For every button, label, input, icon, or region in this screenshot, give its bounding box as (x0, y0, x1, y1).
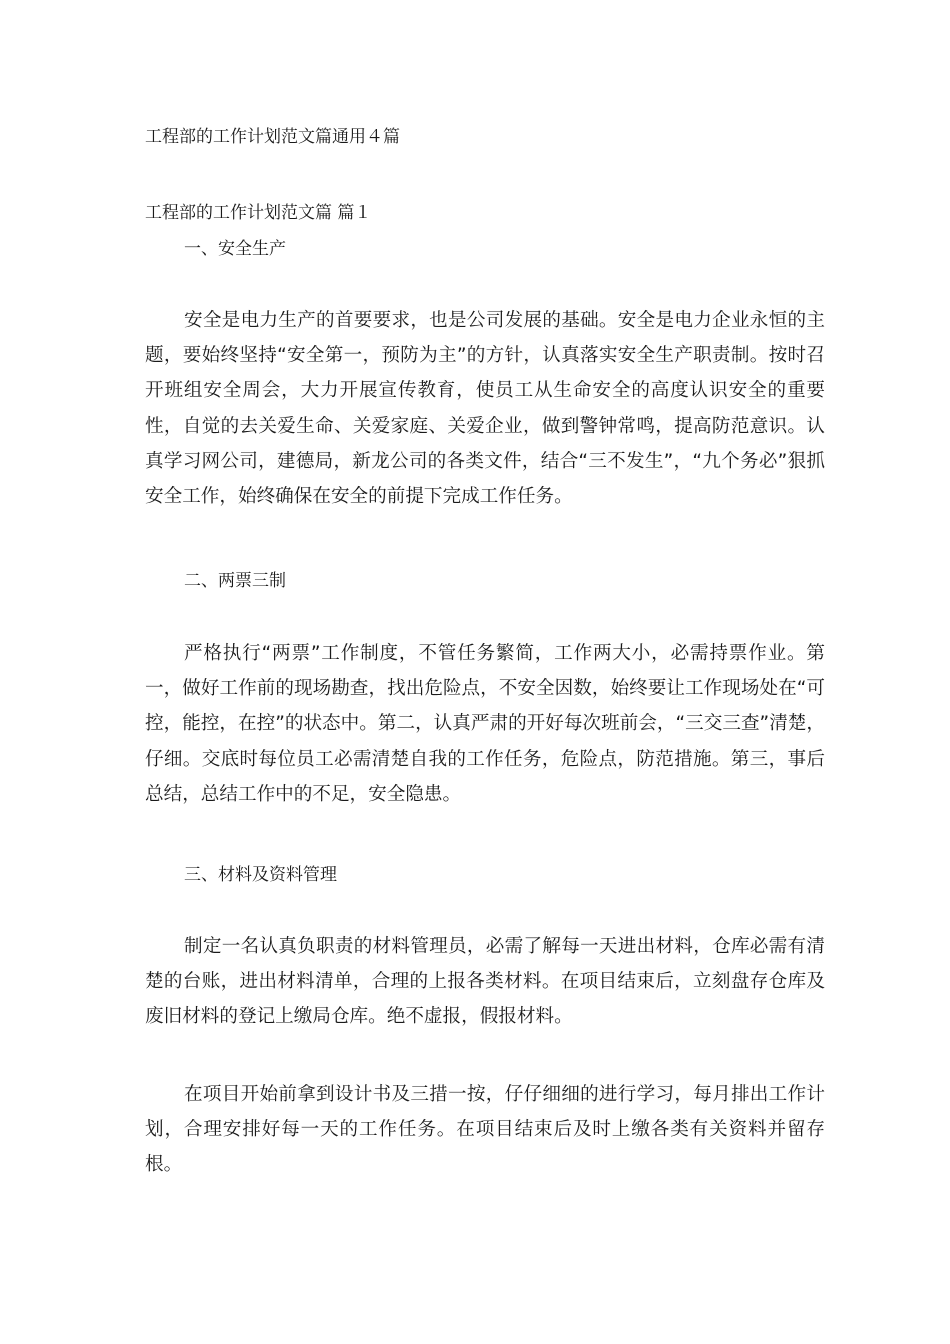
section-heading-safety: 一、安全生产 (184, 239, 286, 259)
paragraph-materials: 制定一名认真负职责的材料管理员，必需了解每一天进出材料，仓库必需有清楚的台账，进出材料清单，合理的上报各类材料。在项目结束后，立刻盘存仓库及废旧材料的登记上缴局仓库。绝不虚报，假报材料。 (145, 936, 825, 1028)
section-heading-materials: 三、材料及资料管理 (184, 865, 337, 885)
article-subtitle: 工程部的工作计划范文篇 篇１ (145, 203, 372, 223)
section-heading-two-tickets: 二、两票三制 (184, 571, 286, 591)
paragraph-safety: 安全是电力生产的首要要求，也是公司发展的基础。安全是电力企业永恒的主题，要始终坚持“安全第一，预防为主”的方针，认真落实安全生产职责制。按时召开班组安全周会，大力开展宣传教育，使员工从生命安全的高度认识安全的重要性，自觉的去关爱生命、关爱家庭、关爱企业，做到警钟常鸣，提高防范意识。认真学习网公司，建德局，新龙公司的各类文件，结合“三不发生”，“九个务必”狠抓安全工作，始终确保在安全的前提下完成工作任务。 (145, 310, 825, 508)
document-title: 工程部的工作计划范文篇通用４篇 (145, 127, 400, 147)
paragraph-documents: 在项目开始前拿到设计书及三措一按，仔仔细细的进行学习，每月排出工作计划，合理安排好每一天的工作任务。在项目结束后及时上缴各类有关资料并留存根。 (145, 1084, 825, 1176)
paragraph-two-tickets: 严格执行“两票”工作制度，不管任务繁简，工作两大小，必需持票作业。第一，做好工作前的现场勘查，找出危险点，不安全因数，始终要让工作现场处在“可控，能控，在控”的状态中。第二，认真严肃的开好每次班前会，“三交三查”清楚，仔细。交底时每位员工必需清楚自我的工作任务，危险点，防范措施。第三，事后总结，总结工作中的不足，安全隐患。 (145, 643, 825, 805)
